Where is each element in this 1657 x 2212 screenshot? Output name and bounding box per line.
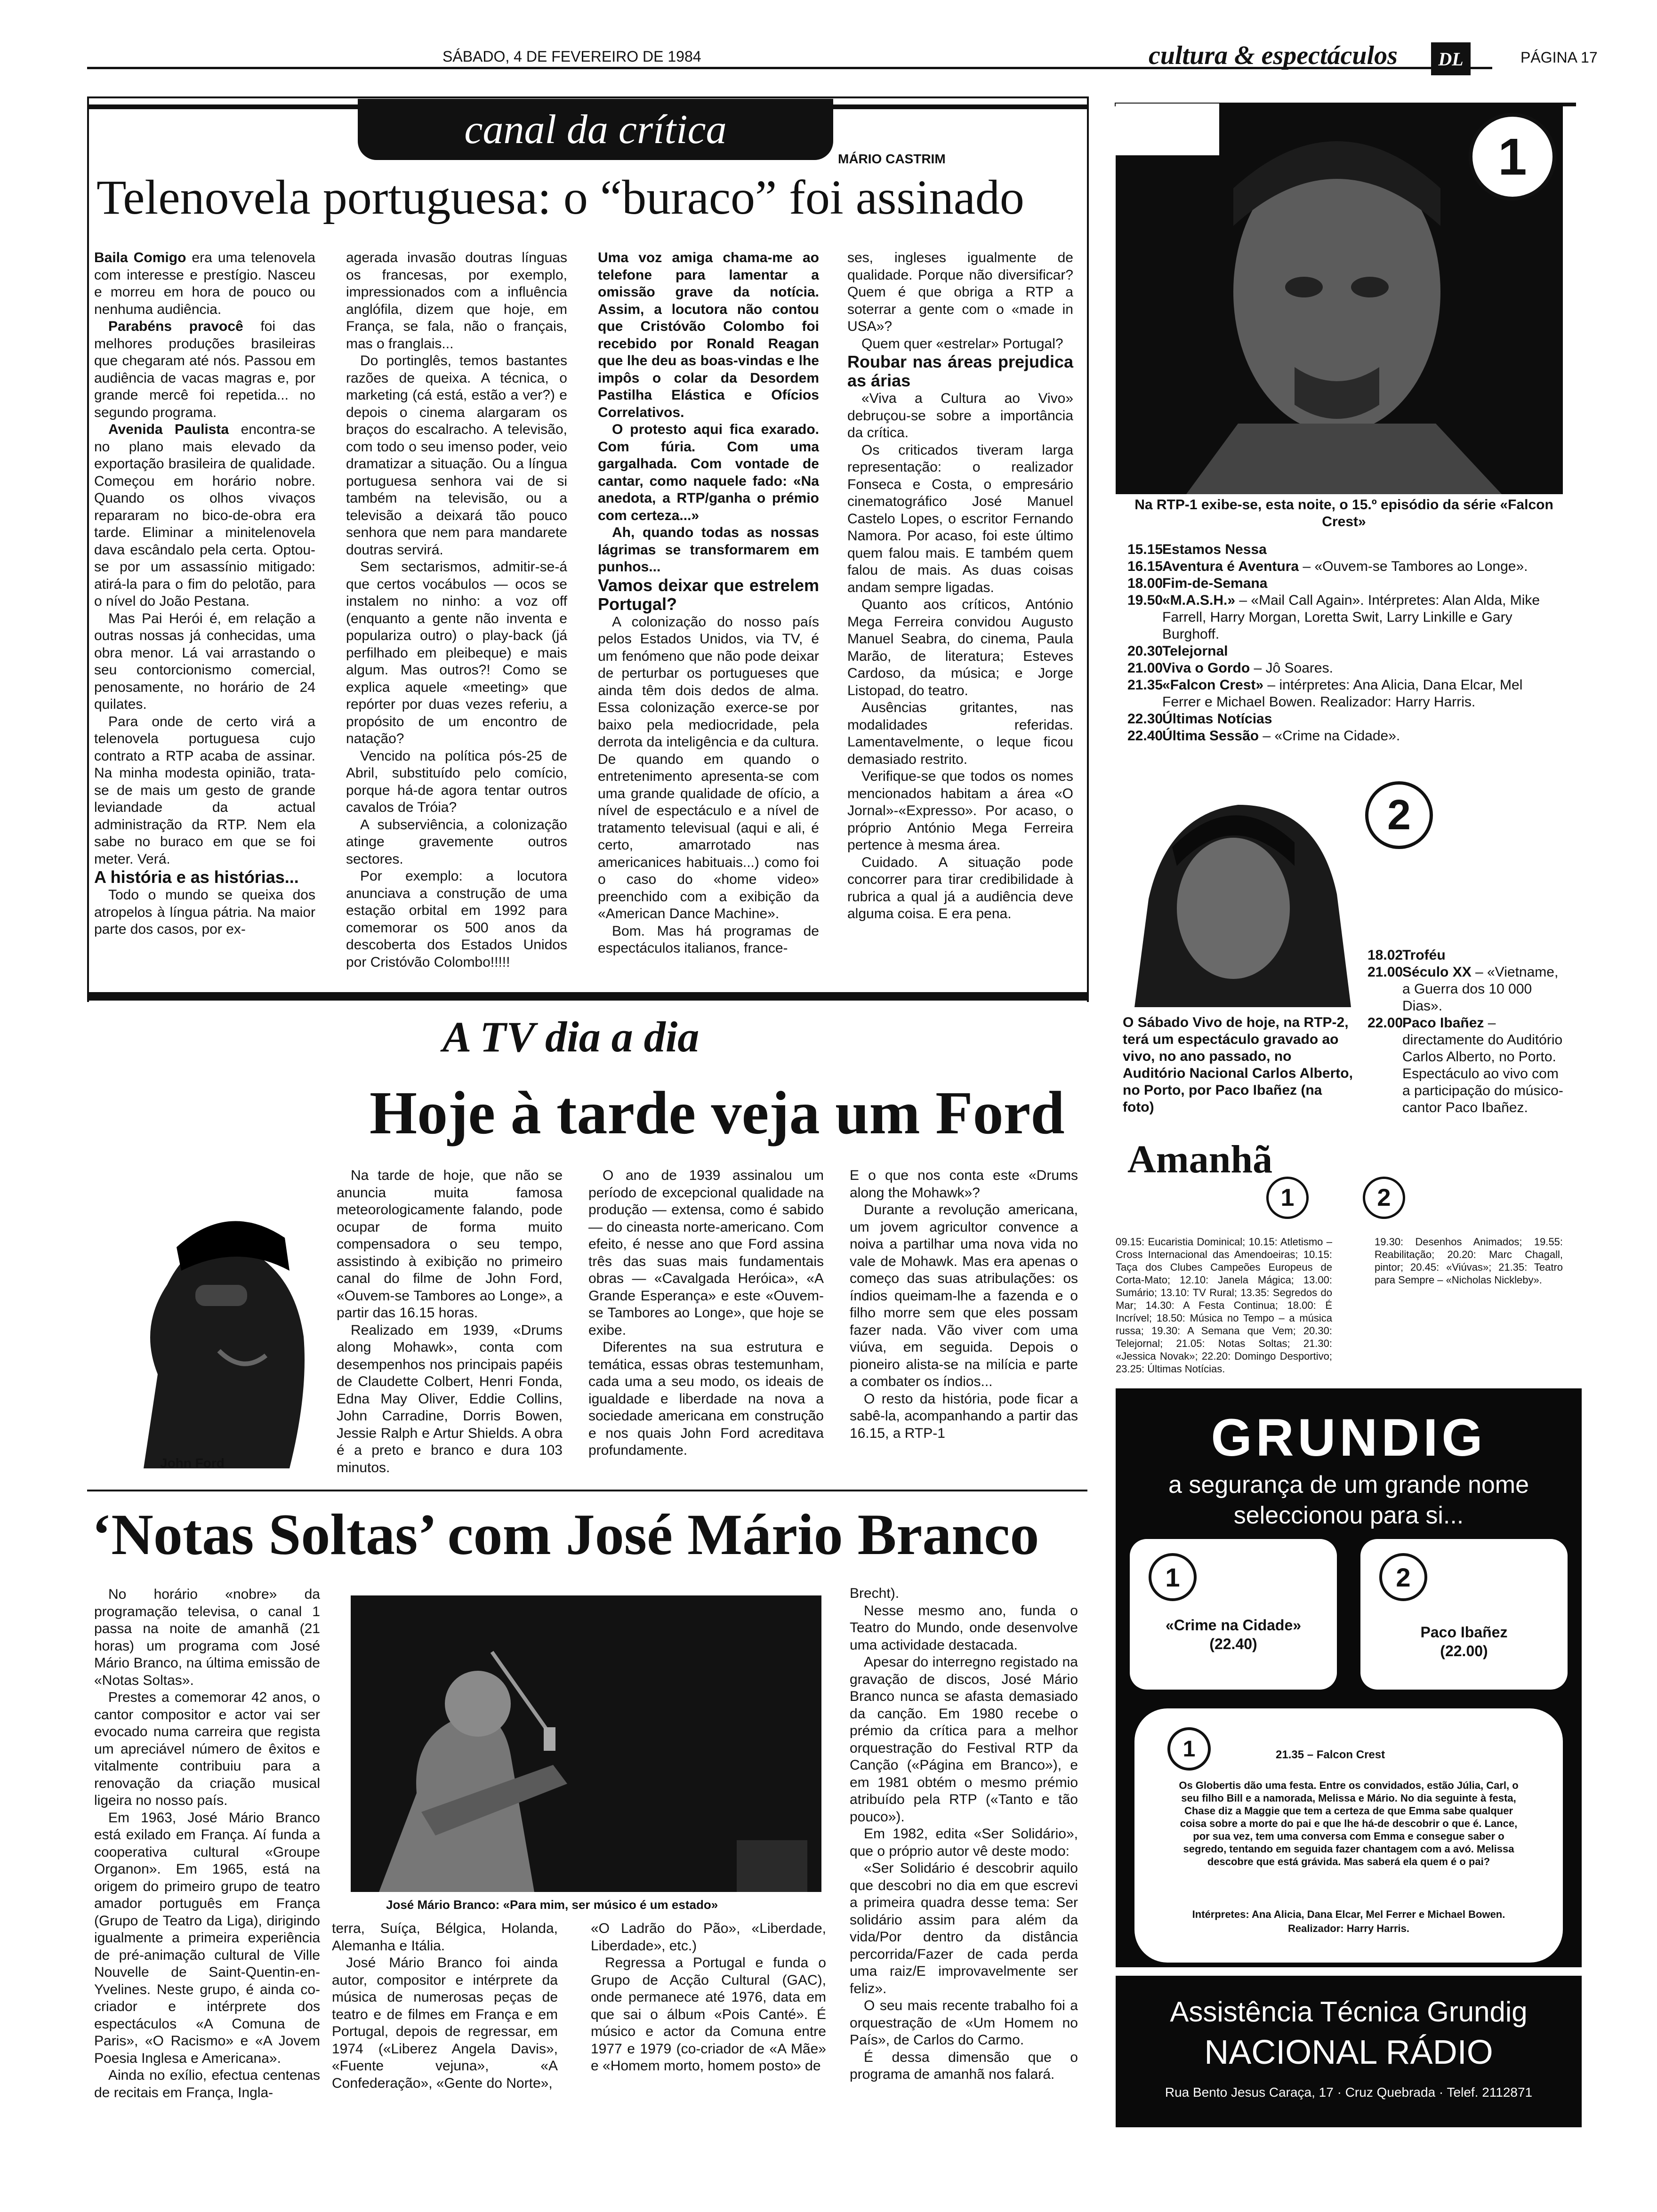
ad-tv-logo: 1 — [1167, 1727, 1211, 1771]
critic-col4-subhead: Roubar nas áreas prejudica as árias — [847, 352, 1073, 390]
grundig-ad — [1116, 1388, 1582, 2127]
tv-kicker: A TV dia a dia — [442, 1013, 700, 1061]
ad-box1-logo: 1 — [1149, 1553, 1197, 1601]
ad-tv-header: 21.35 – Falcon Crest — [1276, 1748, 1385, 1761]
ad-service-line-2: NACIONAL RÁDIO — [1204, 2034, 1493, 2071]
critic-bottom-rule — [87, 992, 1087, 1001]
ad-box1-time: (22.40) — [1209, 1635, 1257, 1652]
schedule-row: 20.30 Telejornal — [1127, 643, 1228, 659]
ad-box2-time: (22.00) — [1440, 1643, 1488, 1659]
rtp1-schedule-tomorrow: 09.15: Eucaristia Dominical; 10.15: Atletismo – Cross Internacional das Amendoeiras; 10.15: Taça dos Clubes Campeões Europeus de Corta-Mato; 12.10: Janela Mágica; 13.00: Sumário; 13.10: TV Rural; 13.35: Segredos do Mar; 14.30: A Festa Continua; 18.00: É Incrível; 18.50: Música no Tempo – a música russa; 19.30: A Semana que Vem; 20.30: Telejornal; 21.05: Notas Soltas; 21.30: «Jessica Novak»; 22.20: Domingo Desportivo; 23.25: Últimas Notícias. — [1116, 1236, 1332, 1375]
schedule-row: 21.00 Viva o Gordo – Jô Soares. — [1127, 660, 1333, 676]
page-number: PÁGINA 17 — [1520, 49, 1598, 66]
masthead-section: cultura & espectáculos — [1149, 41, 1398, 70]
ad-tv-set — [1134, 1708, 1563, 1963]
ad-tv-stand — [1116, 1967, 1582, 1976]
notas-col-2: terra, Suíça, Bélgica, Holanda, Alemanha e Itália. José Mário Branco foi ainda autor, compositor e intérprete da música de numerosas peças de teatro e de filmes em França e em Portugal, depois de regressar, em 1974 («Liberez Angela Davis», «Fuente vejuna», «A Confederação», «Gente do Norte», — [332, 1921, 558, 2091]
critic-col-2: agerada invasão doutras línguas os francesas, por exemplo, impressionados com a influência anglófila, dizem que hoje, em França, se fala, não o français, mas o franglais... Do portinglês, temos bastantes razões de queixa. A técnica, o marketing (cá está, estão a ver?) e depois o cinema alargaram os braços do escalracho. A televisão, com todo o seu imenso poder, veio dramatizar a situação. Ou a língua portuguesa senhora vai de si também na televisão, ou a televisão a deixará tão pouco senhora que nem para mandarete doutras servirá. Sem sectarismos, admitir-se-á que certos vocábulos — ocos se instalem no ninho: a voz off (enquanto a gente não inventa e populariza outro) o play-back (já perfilhado em pleibeque) e mais algum. Mas outros?! Como se explica aquele «meeting» que repórter por duas vezes referiu, a propósito de um encontro de natação? Vencido na política pós-25 de Abril, substituído pelo comício, porque há-de agora tentar outros cavalos de Tróia? A subserviência, a colonização atinge gravemente outros sectores. Por exemplo: a locutora anunciava a construção de uma estação orbital em 1992 para comemorar os 500 anos da descoberta dos Estados Unidos por Cristóvão Colombo!!!!! — [346, 250, 567, 970]
ad-tv-text: Os Globertis dão uma festa. Entre os convidados, estão Júlia, Carl, o seu filho Bill e a namorada, Melissa e Mário. No dia seguinte à festa, Chase diz a Maggie que tem a certeza de que Emma sabe qualquer coisa sobre a morte do pai e que lhe há-de descobrir o que é. Lance, por sua vez, tem uma conversa com Emma e consegue saber o segredo, tentando em seguida fazer chantagem com a avó. Melissa descobre que está grávida. Mas saberá ela quem é o pai? — [1179, 1779, 1519, 1867]
schedule-row: 21.00 Século XX – «Vietname, a Guerra dos 10 000 Dias». — [1367, 964, 1559, 1014]
ad-address: Rua Bento Jesus Caraça, 17 · Cruz Quebrada · Telef. 2112871 — [1165, 2085, 1533, 2100]
tv-headline: Hoje à tarde veja um Ford — [370, 1079, 1065, 1147]
amanha-ch1: 1 — [1280, 1184, 1295, 1211]
critic-banner — [358, 99, 833, 160]
schedule-row: 15.15 Estamos Nessa — [1127, 542, 1267, 557]
ad-tv-cast: Intérpretes: Ana Alicia, Dana Elcar, Mel Ferrer e Michael Bowen. — [1192, 1908, 1505, 1920]
ad-service-line-1: Assistência Técnica Grundig — [1170, 1996, 1528, 2028]
schedule-row: 22.30 Últimas Notícias — [1127, 711, 1272, 727]
notas-col-1: No horário «nobre» da programação televisa, o canal 1 passa na noite de amanhã (21 horas) um programa com José Mário Branco, na última emissão de «Notas Soltas». Prestes a comemorar 42 anos, o cantor compositor e actor vai ser evocado numa carreira que regista um apreciável número de êxitos e vitalmente contribuiu para a renovação da criação musical ligeira no nosso país. Em 1963, José Mário Branco está exilado em França. Aí funda a cooperativa cultural «Groupe Organon». Em 1965, está na origem do primeiro grupo de teatro amador português em França (Grupo de Teatro da Liga), dirigindo igualmente a primeira experiência de pré-animação cultural de Ville Nouvelle de Saint-Quentin-en-Yvelines. Neste grupo, é ainda co-criador e intérprete dos espectáculos «A Comuna de Paris», «O Racismo» e «A Jovem Poesia Inglesa e Americana». Ainda no exílio, efectua centenas de recitais em França, Ingla- — [94, 1587, 320, 2100]
rtp1-channel-number: 1 — [1498, 128, 1527, 186]
critic-col1-subhead: A história e as histórias... — [94, 867, 299, 887]
schedule-row: 18.02 Troféu — [1367, 947, 1446, 963]
logo-text: DL — [1438, 48, 1464, 70]
ad-box2-title: Paco Ibañez — [1420, 1624, 1508, 1641]
tv-col-1: Na tarde de hoje, que não se anuncia muita famosa meteorologicamente falando, pode ocupar de forma muito compensadora o seu tempo, assistindo à exibição no primeiro canal do filme de John Ford, «Ouvem-se Tambores ao Longe», a partir das 16.15 horas. Realizado em 1939, «Drums along Mohawk», conta com desempenhos nos principais papéis de Claudette Colbert, Henri Fonda, Edna May Oliver, Eddie Collins, John Carradine, Dorris Bowen, Jessie Ralph e Artur Shields. A obra é a preto e branco e dura 103 minutos. — [337, 1168, 563, 1475]
john-ford-photo — [87, 1130, 313, 1468]
notas-col-3: «O Ladrão do Pão», «Liberdade, Liberdade», etc.) Regressa a Portugal e funda o Grupo de Acção Cultural (GAC), onde permanece até 1976, data em que sai o álbum «Pois Canté». É músico e actor da Comuna entre 1977 e 1979 (co-criador de «A Mãe» e «Homem morto, homem posto» de — [591, 1921, 826, 2074]
ad-tv-director: Realizador: Harry Harris. — [1288, 1923, 1409, 1934]
rtp1-logo-amanha — [1266, 1177, 1309, 1219]
newspaper-logo — [1431, 42, 1471, 75]
critic-headline: Telenovela portuguesa: o “buraco” foi assinado — [97, 170, 1024, 224]
paco-ibanez-caption: O Sábado Vivo de hoje, na RTP-2, terá um espectáculo gravado ao vivo, no ano passado, no Auditório Nacional Carlos Alberto, no Porto, por Paco Ibañez (na foto) — [1123, 1015, 1353, 1115]
ad-box2-logo: 2 — [1379, 1553, 1427, 1601]
falcon-crest-caption: Na RTP-1 exibe-se, esta noite, o 15.º episódio da série «Falcon Crest» — [1134, 497, 1553, 529]
notas-col-4: Brecht). Nesse mesmo ano, funda o Teatro do Mundo, onde desenvolve uma actividade destacada. Apesar do interregno registado na gravação de discos, José Mário Branco nunca se afasta demasiado da canção. Em 1980 recebe o prémio da crítica para a melhor orquestração do Festival RTP da Canção («Página em Branco»), e em 1981 obtém o mesmo prémio atribuído pela RTP («Tanto e tão pouco»). Em 1982, edita «Ser Solidário», que o próprio autor vê deste modo: «Ser Solidário é descobrir aquilo que descobri no dia em que escrevi a primeira quadra desse tema: Ser solidário assim para além da vida/Por dentro da distância percorrida/Fazer de cada perda uma raiz/E improvavelmente ser feliz». O seu mais recente trabalho foi a orquestração de «Um Homem no País», de Carlos do Carmo. É dessa dimensão que o programa de amanhã nos falará. — [850, 1586, 1078, 2082]
paco-ibanez-portrait — [1116, 777, 1356, 1007]
grundig-brand: GRUNDIG — [1211, 1408, 1487, 1467]
amanha-ch2: 2 — [1377, 1184, 1391, 1211]
ad-box-rtp2 — [1360, 1539, 1568, 1690]
critic-col-1: Baila Comigo era uma telenovela com interesse e prestígio. Nasceu e morreu em hora de pouco ou nenhuma audiência. Parabéns pravocê foi das melhores produções brasileiras que chegaram até nós. Passou em audiência de vacas magras e, por grande mercê foi repetida... no segundo programa. Avenida Paulista encontra-se no plano mais elevado da exportação brasileira de qualidade. Começou em horário nobre. Quando os olhos vivaços repararam no bico-de-obra era tarde. Eliminar a minitelenovela dava escândalo pela certa. Optou-se por um assassínio mitigado: atirá-la para o fim do pelotão, para o nível do João Pestana. Mas Pai Herói é, em relação a outras nossas já conhecidas, uma obra menor. Lá vai arrastando o seu contorcionismo comercial, penosamente, no horário de 24 quilates. Para onde de certo virá a telenovela portuguesa cujo contrato a RTP acaba de assinar. Na minha modesta opinião, trata-se de mais um gesto de grande leviandade da actual administração da RTP. Nem ela sabe no buraco em que se foi meter. Verá. A história e as histórias... Todo o mundo se queixa dos atropelos à língua pátria. Na maior parte dos casos, por ex- — [94, 250, 315, 937]
jose-mario-branco-photo — [351, 1595, 821, 1892]
ad-box1-title: «Crime na Cidade» — [1165, 1617, 1302, 1634]
paco-ibanez-photo — [1116, 777, 1356, 1007]
jose-mario-branco-caption: José Mário Branco: «Para mim, ser músico é um estado» — [386, 1898, 718, 1912]
grundig-tagline-1: a segurança de um grande nome — [1168, 1471, 1529, 1499]
notas-headline: ‘Notas Soltas’ com José Mário Branco — [92, 1502, 1039, 1567]
tv-bottom-rule — [87, 1490, 1087, 1491]
schedule-row: 21.35 «Falcon Crest» – intérpretes: Ana Alicia, Dana Elcar, Mel Ferrer e Michael Bowen. Realizador: Harry Harris. — [1127, 677, 1523, 710]
schedule-row: 19.50 «M.A.S.H.» – «Mail Call Again». Intérpretes: Alan Alda, Mike Farrell, Harry Morgan, Loretta Swit, Larry Linkille e Gary Burghoff. — [1127, 593, 1540, 642]
john-ford-portrait — [87, 1130, 313, 1468]
grundig-tagline-2: seleccionou para si... — [1233, 1502, 1464, 1529]
rtp2-channel-number: 2 — [1387, 791, 1411, 839]
concert-photo — [351, 1595, 821, 1892]
rtp2-schedule-tomorrow: 19.30: Desenhos Animados; 19.55: Reabilitação; 20.20: Marc Chagall, pintor; 20.45: «Viúvas»; 21.35: Teatro para Sempre – «Nicholas Nickleby». — [1375, 1236, 1563, 1286]
john-ford-caption: John Ford — [160, 1456, 225, 1470]
rtp1-logo-hoje — [1469, 113, 1556, 200]
critic-banner-text: canal da crítica — [464, 106, 727, 152]
rtp2-schedule-today — [1367, 947, 1565, 1116]
ad-box-rtp1 — [1130, 1539, 1337, 1690]
schedule-row: 16.15 Aventura é Aventura – «Ouvem-se Tambores ao Longe». — [1127, 559, 1528, 574]
amanha-title: Amanhã — [1127, 1138, 1273, 1181]
tv-col-3: E o que nos conta este «Drums along the Mohawk»? Durante a revolução americana, um jovem agricultor convence a noiva a partilhar uma nova vida no vale de Mohawk. Mas era apenas o começo das suas atribulações: os índios queimam-lhe a fazenda e o filho morre sem que eles possam fazer nada. Vão viver com uma viúva, em seguida. Depois o pioneiro alista-se na milícia e parte a combater os índios... O resto da história, pode ficar a sabê-la, acompanhando a partir das 16.15, a RTP-1 — [850, 1168, 1078, 1441]
masthead-date: SÁBADO, 4 DE FEVEREIRO DE 1984 — [442, 48, 701, 65]
critic-col-4: ses, ingleses igualmente de qualidade. Porque não diversificar? Quem é que obriga a RTP a soterrar a gente com o «made in USA»? Quem quer «estrelar» Portugal? Roubar nas áreas prejudica as árias «Viva a Cultura ao Vivo» debruçou-se sobre a importância da crítica. Os criticados tiveram larga representação: o realizador Fonseca e Costa, o empresário cinematográfico José Manuel Castelo Lopes, o escritor Fernando Namora. Por acaso, foi este último quem falou mais. E também quem falou de mais. As duas coisas andam sempre ligadas. Quanto aos críticos, António Mega Ferreira convidou Augusto Manuel Seabra, do cinema, Paula Marão, de literatura; Esteves Cardoso, da música; e Jorge Listopad, do teatro. Ausências gritantes, nas modalidades referidas. Lamentavelmente, o leque ficou demasiado restrito. Verifique-se que todos os nomes mencionados habitam a área «O Jornal»-«Expresso». Por acaso, o próprio António Mega Ferreira pertence à mesma área. Cuidado. A situação pode concorrer para tirar credibilidade à rubrica a qual já a audiência deve alguma coisa. E era pena. — [847, 250, 1073, 922]
tv-col-2: O ano de 1939 assinalou um período de excepcional qualidade na produção — extensa, como é sabido — do cineasta norte-americano. Com efeito, é nesse ano que Ford assina três das suas mais fundamentais obras — «Cavalgada Heróica», «A Grande Esperança» e este «Ouvem-se Tambores ao Longe», que hoje se exibe. Diferentes na sua estrutura e temática, essas obras testemunham, cada uma a seu modo, os ideais de igualdade e liberdade na nova a sociedade americana em construção e nos quais John Ford acreditava profundamente. — [588, 1168, 824, 1458]
critic-author: MÁRIO CASTRIM — [838, 152, 946, 166]
schedule-row: 22.00 Paco Ibañez – directamente do Auditório Carlos Alberto, no Porto. Espectáculo ao vivo com a participação do músico-cantor Paco Ibañez. — [1367, 1015, 1563, 1115]
schedule-row: 18.00 Fim-de-Semana — [1127, 576, 1268, 591]
rtp2-logo-amanha — [1363, 1177, 1405, 1219]
rtp2-logo-hoje — [1365, 781, 1433, 849]
schedule-row: 22.40 Última Sessão – «Crime na Cidade». — [1127, 728, 1400, 744]
critic-col-3: Uma voz amiga chama-me ao telefone para lamentar a omissão grave da notícia. Assim, a locutora não contou que Cristóvão Colombo foi recebido por Ronald Reagan que lhe deu as boas-vindas e lhe impôs o colar da Desordem Pastilha Elástica e Ofícios Correlativos. O protesto aqui fica exarado. Com fúria. Com uma gargalhada. Com vontade de cantar, como naquele fado: «Na anedota, a RTP/ganha o prémio com certeza...» Ah, quando todas as nossas lágrimas se transformarem em punhos... Vamos deixar que estrelem Portugal? A colonização do nosso país pelos Estados Unidos, via TV, é um fenómeno que não pode deixar de perturbar os portugueses que ainda têm dois dedos de alma. Essa colonização exerce-se por baixo pela mediocridade, pela derrota da inteligência e da cultura. De quando em quando o entretenimento apresenta-se com uma grande qualidade de ofício, a nível de espectáculo e a nível de tratamento televisual (aqui e ali, é certo, amarrotado nas americanices habituais...) como foi o caso do «home video» preenchido com a exibição da «American Dance Machine». Bom. Mas há programas de espectáculos italianos, france- — [598, 250, 819, 956]
critic-col3-subhead: Vamos deixar que estrelem Portugal? — [598, 575, 819, 614]
rtp1-schedule-today — [1127, 541, 1560, 745]
